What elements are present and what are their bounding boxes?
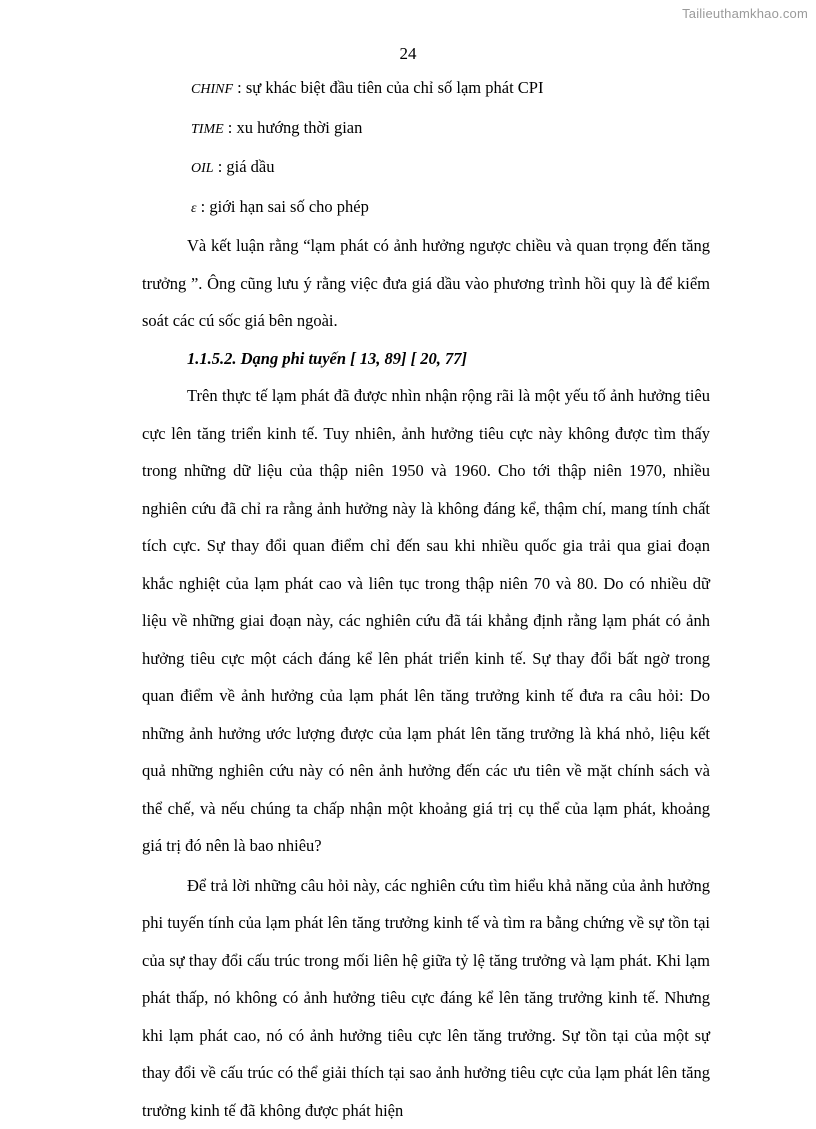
variable-description: : giá dầu <box>214 157 275 176</box>
variable-definition <box>191 188 710 228</box>
paragraph-conclusion: Và kết luận rằng “lạm phát có ảnh hưởng ngược chiều và quan trọng đến tăng trưởng ”. Ông cũng lưu ý rằng việc đưa giá dầu vào phương trình hồi quy là để kiểm soát các cú sốc giá bên ngoài. <box>142 227 710 340</box>
variable-name: OIL <box>191 161 214 176</box>
variable-name: CHINF <box>191 82 233 97</box>
variable-description: : sự khác biệt đầu tiên của chỉ số lạm phát CPI <box>233 78 543 97</box>
variable-name: TIME <box>191 122 224 137</box>
paragraph-nonlinear-evidence: Để trả lời những câu hỏi này, các nghiên cứu tìm hiểu khả năng của ảnh hưởng phi tuyến tính của lạm phát lên tăng trưởng kinh tế và tìm ra bằng chứng về sự tồn tại của sự thay đổi cấu trúc trong mối liên hệ giữa tỷ lệ tăng trưởng và lạm phát. Khi lạm phát thấp, nó không có ảnh hưởng tiêu cực đáng kể lên tăng trưởng kinh tế. Nhưng khi lạm phát cao, nó có ảnh hưởng tiêu cực lên tăng trưởng. Sự tồn tại của một sự thay đổi về cấu trúc có thể giải thích tại sao ảnh hưởng tiêu cực của lạm phát lên tăng trưởng kinh tế đã không được phát hiện <box>142 867 710 1129</box>
variable-description: : giới hạn sai số cho phép <box>197 197 369 216</box>
variable-definition <box>191 148 710 188</box>
paragraph-nonlinear-intro: Trên thực tế lạm phát đã được nhìn nhận rộng rãi là một yếu tố ảnh hưởng tiêu cực lên tăng triển kinh tế. Tuy nhiên, ảnh hưởng tiêu cực này không được tìm thấy trong những dữ liệu của thập niên 1950 và 1960. Cho tới thập niên 1970, nhiều nghiên cứu đã chỉ ra rằng ảnh hưởng này là không đáng kể, thậm chí, mang tính chất tích cực. Sự thay đổi quan điểm chỉ đến sau khi nhiều quốc gia trải qua giai đoạn khắc nghiệt của lạm phát cao và liên tục trong thập niên 70 và 80. Do có nhiều dữ liệu về những giai đoạn này, các nghiên cứu đã tái khẳng định rằng lạm phát có ảnh hưởng tiêu cực một cách đáng kể lên phát triển kinh tế. Sự thay đổi bất ngờ trong quan điểm về ảnh hưởng của lạm phát lên tăng trưởng kinh tế đưa ra câu hỏi: Do những ảnh hưởng ước lượng được của lạm phát lên tăng trưởng là khá nhỏ, liệu kết quả những nghiên cứu này có nên ảnh hưởng đến các ưu tiên về mặt chính sách và thể chế, và nếu chúng ta chấp nhận một khoảng giá trị cụ thể của lạm phát, khoảng giá trị đó nên là bao nhiêu? <box>142 377 710 865</box>
section-heading: 1.1.5.2. Dạng phi tuyến [ 13, 89] [ 20, 77] <box>142 340 710 378</box>
page-number: 24 <box>0 44 816 64</box>
variable-description: : xu hướng thời gian <box>224 118 363 137</box>
variable-definition <box>191 69 710 109</box>
variable-definition <box>191 109 710 149</box>
document-body <box>142 69 710 1129</box>
variable-name: ε <box>191 201 197 216</box>
watermark: Tailieuthamkhao.com <box>682 6 808 21</box>
